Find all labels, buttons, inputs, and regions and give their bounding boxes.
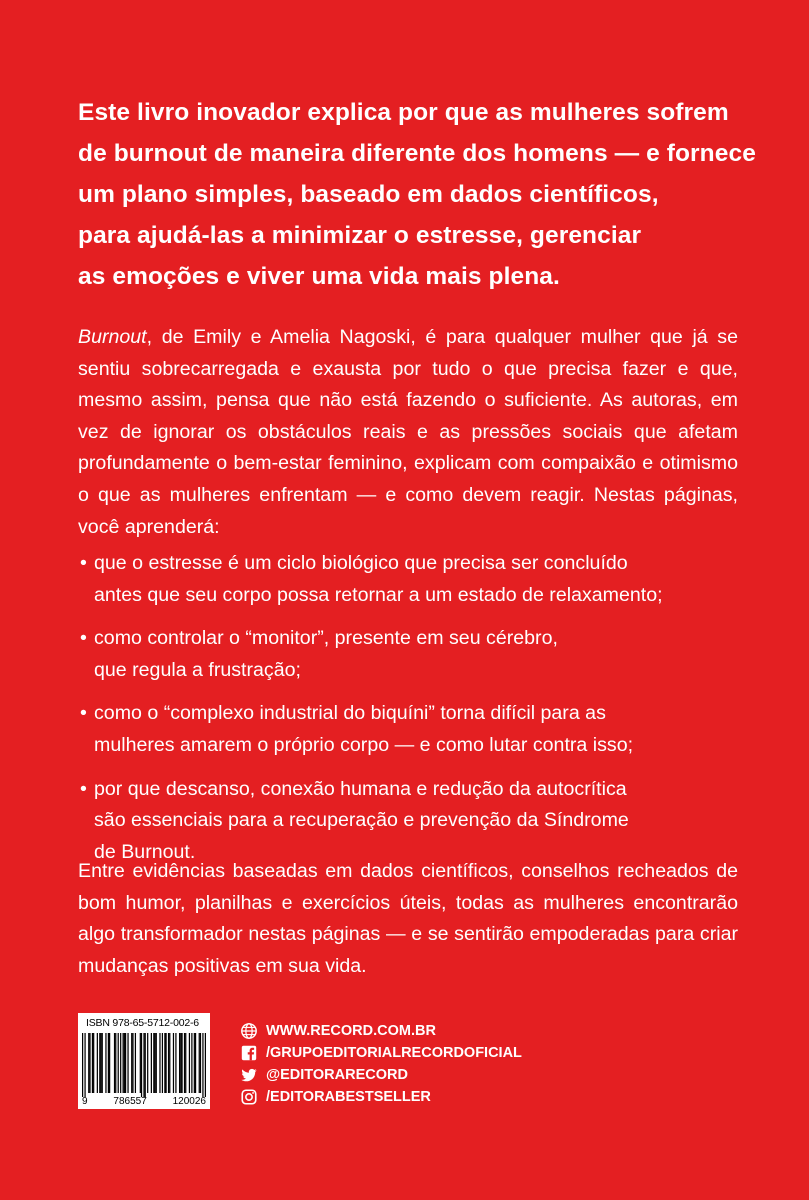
barcode-bar: [173, 1033, 174, 1093]
barcode-bar: [184, 1033, 185, 1093]
barcode-bar: [143, 1033, 144, 1097]
bullet-glyph: •: [80, 552, 87, 574]
barcode-bar: [145, 1033, 146, 1097]
barcode-digit-first: 9: [82, 1096, 88, 1107]
twitter-icon: [240, 1066, 258, 1084]
barcode-bar: [202, 1033, 203, 1097]
list-item-line: como controlar o “monitor”, presente em seu cérebro,: [94, 627, 558, 650]
bullet-glyph: •: [80, 777, 87, 800]
link-website[interactable]: [240, 1020, 522, 1042]
barcode-bar: [169, 1033, 170, 1093]
lead-line: as emoções e viver uma vida mais plena.: [78, 263, 560, 290]
body-paragraph: [78, 322, 738, 543]
isbn-barcode: [78, 1013, 210, 1109]
barcode-bar: [88, 1033, 89, 1093]
barcode-bar: [151, 1033, 152, 1093]
barcode-digits: [82, 1096, 206, 1107]
barcode-bar: [179, 1033, 180, 1093]
barcode-bar: [102, 1033, 103, 1093]
barcode-bar: [194, 1033, 195, 1093]
barcode-bar: [140, 1033, 141, 1093]
barcode-bar: [199, 1033, 200, 1093]
lead-line: para ajudá-las a minimizar o estresse, gerenciar: [78, 222, 642, 249]
barcode-bar: [114, 1033, 115, 1093]
bullet-glyph: •: [80, 702, 87, 725]
barcode-bar: [132, 1033, 133, 1093]
list-item: [80, 623, 740, 686]
link-facebook[interactable]: [240, 1042, 522, 1064]
bullet-list: [80, 548, 740, 880]
closing-paragraph: Entre evidências baseadas em dados científicos, conselhos recheados de bom humor, planilhas e exercícios úteis, todas as mulheres encontrarão algo transformador nestas páginas — e se sentirão empoderadas para criar mudanças positivas em sua vida.: [78, 860, 738, 977]
barcode-bar: [115, 1033, 116, 1093]
barcode-bar: [82, 1033, 83, 1097]
barcode-bar: [159, 1033, 160, 1093]
barcode-bar: [89, 1033, 90, 1093]
list-item: [80, 774, 740, 869]
link-twitter[interactable]: [240, 1064, 522, 1086]
list-item-line: que regula a frustração;: [94, 658, 301, 681]
bullet-glyph: •: [80, 627, 87, 650]
list-item: [80, 698, 740, 761]
barcode-bar: [147, 1033, 148, 1093]
barcode-bar: [120, 1033, 121, 1093]
body-text: , de Emily e Amelia Nagoski, é para qualquer mulher que já se sentiu sobrecarregada e exausta por tudo o que precisa fazer e que, mesmo assim, pensa que não está fazendo o suficiente. As autoras, em vez de ignorar os obstáculos reais e as pressões sociais que afetam profundamente o bem-estar feminino, explicam com compaixão e otimismo o que as mulheres enfrentam — e como devem reagir. Nestas páginas, você aprenderá:: [78, 326, 738, 538]
list-item-line: antes que seu corpo possa retornar a um estado de relaxamento;: [94, 583, 663, 606]
barcode-bar: [195, 1033, 196, 1093]
barcode-bar: [127, 1033, 128, 1093]
barcode-bar: [162, 1033, 163, 1093]
lead-line: de burnout de maneira diferente dos homens — e fornece: [78, 140, 756, 167]
barcode-bar: [100, 1033, 101, 1093]
barcode-bar: [109, 1033, 110, 1093]
isbn-label: ISBN 978-65-5712-002-6: [86, 1017, 199, 1029]
barcode-bar: [181, 1033, 182, 1093]
barcode-bar: [180, 1033, 181, 1093]
link-text: WWW.RECORD.COM.BR: [266, 1023, 436, 1039]
barcode-bar: [154, 1033, 155, 1093]
barcode-bar: [92, 1033, 93, 1093]
barcode-bar: [200, 1033, 201, 1093]
barcode-bar: [108, 1033, 109, 1093]
list-item-line: são essenciais para a recuperação e prevenção da Síndrome: [94, 809, 629, 832]
list-item-line: de Burnout.: [94, 840, 196, 863]
barcode-digits-left: 786557: [113, 1096, 147, 1107]
barcode-bar: [124, 1033, 125, 1093]
barcode-bars: [82, 1033, 206, 1097]
barcode-bar: [205, 1033, 206, 1097]
barcode-bar: [156, 1033, 157, 1093]
book-title: Burnout: [78, 326, 147, 348]
barcode-digits-right: 120026: [172, 1096, 206, 1107]
barcode-bar: [135, 1033, 136, 1093]
barcode-bar: [189, 1033, 190, 1093]
list-item-line: como o “complexo industrial do biquíni” torna difícil para as: [94, 702, 606, 725]
barcode-bar: [105, 1033, 106, 1093]
barcode-bar: [84, 1033, 85, 1097]
barcode-bar: [185, 1033, 186, 1093]
barcode-bar: [153, 1033, 154, 1093]
lead-line: Este livro inovador explica por que as mulheres sofrem: [78, 99, 729, 126]
link-text: /GRUPOEDITORIALRECORDOFICIAL: [266, 1045, 522, 1061]
barcode-bar: [168, 1033, 169, 1093]
barcode-bar: [118, 1033, 119, 1093]
link-text: @EDITORARECORD: [266, 1067, 408, 1083]
barcode-bar: [141, 1033, 142, 1097]
barcode-bar: [123, 1033, 124, 1093]
barcode-bar: [97, 1033, 98, 1093]
publisher-links: [240, 1020, 522, 1108]
list-item-line: que o estresse é um ciclo biológico que precisa ser concluído: [94, 552, 628, 574]
facebook-icon: [240, 1044, 258, 1062]
barcode-bar: [125, 1033, 126, 1093]
barcode-bar: [164, 1033, 165, 1093]
lead-line: um plano simples, baseado em dados científicos,: [78, 181, 659, 208]
list-item-line: mulheres amarem o próprio corpo — e como lutar contra isso;: [94, 733, 634, 756]
instagram-icon: [240, 1088, 258, 1106]
list-item-line: por que descanso, conexão humana e redução da autocrítica: [94, 777, 627, 800]
link-text: /EDITORABESTSELLER: [266, 1089, 431, 1105]
barcode-bar: [93, 1033, 94, 1093]
lead-paragraph: [78, 92, 758, 297]
link-instagram[interactable]: [240, 1086, 522, 1108]
barcode-bar: [99, 1033, 100, 1093]
barcode-bar: [191, 1033, 192, 1093]
barcode-bar: [165, 1033, 166, 1093]
list-item: [80, 548, 740, 611]
barcode-bar: [175, 1033, 176, 1093]
globe-icon: [240, 1022, 258, 1040]
barcode-bar: [131, 1033, 132, 1093]
